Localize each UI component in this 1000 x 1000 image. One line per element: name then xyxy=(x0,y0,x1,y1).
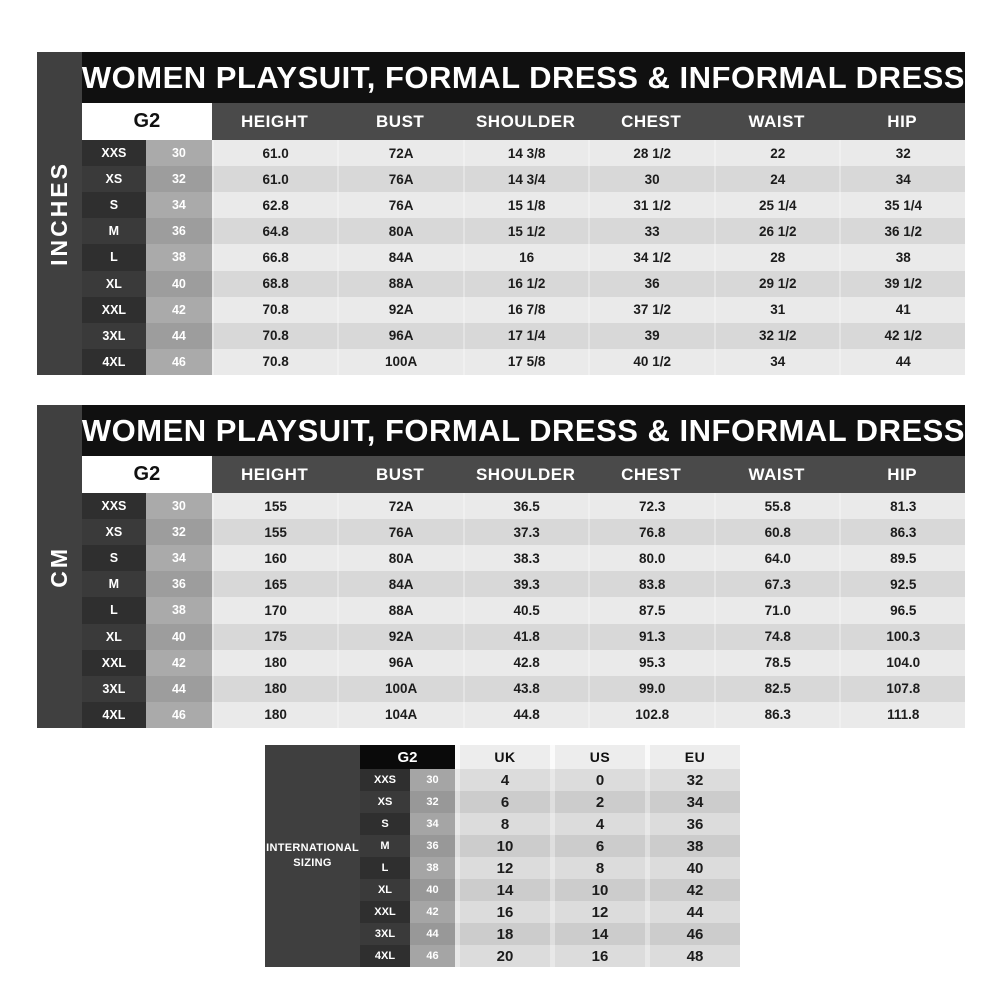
header-row xyxy=(82,456,965,493)
table-row-4xl xyxy=(360,945,740,967)
size-number: 44 xyxy=(146,676,212,702)
value-cell: 34 xyxy=(714,349,840,375)
table-row-4xl xyxy=(82,349,965,375)
value-cell: 83.8 xyxy=(588,571,714,597)
size-number: 42 xyxy=(410,901,455,923)
value-cell: 32 xyxy=(645,769,740,791)
value-cell: 29 1/2 xyxy=(714,271,840,297)
value-cell: 20 xyxy=(455,945,550,967)
value-cell: 34 xyxy=(645,791,740,813)
column-header-hip: HIP xyxy=(887,464,918,484)
table-row-3xl xyxy=(82,676,965,702)
value-cell: 82.5 xyxy=(714,676,840,702)
value-cell: 37.3 xyxy=(463,519,589,545)
value-cell: 107.8 xyxy=(839,676,965,702)
value-cell: 41 xyxy=(839,297,965,323)
value-cell: 87.5 xyxy=(588,597,714,623)
table-rows xyxy=(360,769,740,967)
size-label: 4XL xyxy=(82,702,146,728)
value-cell: 24 xyxy=(714,166,840,192)
value-cell: 165 xyxy=(212,571,338,597)
size-label: 4XL xyxy=(82,349,146,375)
value-cell: 16 xyxy=(463,244,589,270)
table-rows xyxy=(82,140,965,375)
value-cell: 35 1/4 xyxy=(839,192,965,218)
value-cell: 71.0 xyxy=(714,597,840,623)
value-cell: 34 xyxy=(839,166,965,192)
size-number: 40 xyxy=(410,879,455,901)
value-cell: 4 xyxy=(455,769,550,791)
table-row-l xyxy=(82,244,965,270)
value-cell: 43.8 xyxy=(463,676,589,702)
value-cell: 8 xyxy=(550,857,645,879)
table-row-4xl xyxy=(82,702,965,728)
value-cell: 74.8 xyxy=(714,624,840,650)
value-cell: 160 xyxy=(212,545,338,571)
header-row xyxy=(360,745,740,769)
value-cell: 81.3 xyxy=(839,493,965,519)
size-number: 32 xyxy=(146,519,212,545)
value-cell: 14 xyxy=(550,923,645,945)
value-cell: 91.3 xyxy=(588,624,714,650)
size-number: 36 xyxy=(410,835,455,857)
value-cell: 61.0 xyxy=(212,140,338,166)
size-table-international xyxy=(265,745,740,967)
value-cell: 39.3 xyxy=(463,571,589,597)
value-cell: 104A xyxy=(337,702,463,728)
value-cell: 180 xyxy=(212,702,338,728)
value-cell: 17 5/8 xyxy=(463,349,589,375)
column-header-waist: WAIST xyxy=(748,111,805,131)
column-header-uk: UK xyxy=(455,745,550,769)
value-cell: 64.8 xyxy=(212,218,338,244)
value-cell: 67.3 xyxy=(714,571,840,597)
value-cell: 44 xyxy=(839,349,965,375)
g2-label: G2 xyxy=(360,745,455,769)
value-cell: 12 xyxy=(455,857,550,879)
value-cell: 16 7/8 xyxy=(463,297,589,323)
value-cell: 60.8 xyxy=(714,519,840,545)
size-number: 42 xyxy=(146,650,212,676)
table-row-xxs xyxy=(82,140,965,166)
value-cell: 25 1/4 xyxy=(714,192,840,218)
value-cell: 38.3 xyxy=(463,545,589,571)
size-number: 42 xyxy=(146,297,212,323)
value-cell: 76A xyxy=(337,519,463,545)
value-cell: 10 xyxy=(550,879,645,901)
value-cell: 15 1/2 xyxy=(463,218,589,244)
column-header-waist: WAIST xyxy=(748,464,805,484)
size-label: 3XL xyxy=(82,323,146,349)
size-number: 44 xyxy=(146,323,212,349)
value-cell: 0 xyxy=(550,769,645,791)
value-cell: 36.5 xyxy=(463,493,589,519)
table-row-l xyxy=(360,857,740,879)
value-cell: 39 1/2 xyxy=(839,271,965,297)
value-cell: 96.5 xyxy=(839,597,965,623)
value-cell: 40 xyxy=(645,857,740,879)
size-label: S xyxy=(82,192,146,218)
size-number: 44 xyxy=(410,923,455,945)
value-cell: 16 xyxy=(550,945,645,967)
value-cell: 31 1/2 xyxy=(588,192,714,218)
value-cell: 6 xyxy=(455,791,550,813)
table-row-m xyxy=(82,571,965,597)
column-header-chest: CHEST xyxy=(621,464,682,484)
value-cell: 14 xyxy=(455,879,550,901)
value-cell: 33 xyxy=(588,218,714,244)
value-cell: 76A xyxy=(337,192,463,218)
size-label: XXS xyxy=(82,140,146,166)
value-cell: 16 1/2 xyxy=(463,271,589,297)
value-cell: 80A xyxy=(337,545,463,571)
table-row-3xl xyxy=(360,923,740,945)
column-header-height: HEIGHT xyxy=(241,464,309,484)
size-label: L xyxy=(360,857,410,879)
unit-label: CM xyxy=(45,545,72,588)
size-label: XXS xyxy=(82,493,146,519)
size-number: 34 xyxy=(146,192,212,218)
value-cell: 46 xyxy=(645,923,740,945)
unit-rail-cm xyxy=(37,405,82,728)
value-cell: 28 1/2 xyxy=(588,140,714,166)
column-header-height: HEIGHT xyxy=(241,111,309,131)
value-cell: 38 xyxy=(839,244,965,270)
value-cell: 31 xyxy=(714,297,840,323)
value-cell: 70.8 xyxy=(212,349,338,375)
value-cell: 6 xyxy=(550,835,645,857)
column-headers xyxy=(212,456,965,493)
size-label: 3XL xyxy=(82,676,146,702)
size-number: 32 xyxy=(146,166,212,192)
table-row-m xyxy=(82,218,965,244)
value-cell: 64.0 xyxy=(714,545,840,571)
column-header-us: US xyxy=(550,745,645,769)
size-label: M xyxy=(82,571,146,597)
value-cell: 92A xyxy=(337,297,463,323)
table-row-xs xyxy=(82,166,965,192)
value-cell: 100A xyxy=(337,676,463,702)
value-cell: 88A xyxy=(337,597,463,623)
value-cell: 42.8 xyxy=(463,650,589,676)
value-cell: 89.5 xyxy=(839,545,965,571)
value-cell: 96A xyxy=(337,650,463,676)
unit-rail-inches xyxy=(37,52,82,375)
table-main xyxy=(360,745,740,967)
table-row-xxl xyxy=(82,297,965,323)
value-cell: 61.0 xyxy=(212,166,338,192)
value-cell: 86.3 xyxy=(839,519,965,545)
size-number: 38 xyxy=(146,244,212,270)
value-cell: 8 xyxy=(455,813,550,835)
column-header-bust: BUST xyxy=(376,111,425,131)
size-number: 34 xyxy=(146,545,212,571)
value-cell: 95.3 xyxy=(588,650,714,676)
table-row-xxs xyxy=(82,493,965,519)
value-cell: 70.8 xyxy=(212,323,338,349)
table-row-m xyxy=(360,835,740,857)
value-cell: 155 xyxy=(212,519,338,545)
value-cell: 17 1/4 xyxy=(463,323,589,349)
value-cell: 36 xyxy=(645,813,740,835)
size-label: XL xyxy=(360,879,410,901)
value-cell: 34 1/2 xyxy=(588,244,714,270)
value-cell: 36 1/2 xyxy=(839,218,965,244)
value-cell: 76.8 xyxy=(588,519,714,545)
value-cell: 4 xyxy=(550,813,645,835)
size-number: 32 xyxy=(410,791,455,813)
value-cell: 100.3 xyxy=(839,624,965,650)
size-number: 46 xyxy=(410,945,455,967)
size-number: 46 xyxy=(146,702,212,728)
unit-label: INCHES xyxy=(45,161,72,266)
value-cell: 14 3/4 xyxy=(463,166,589,192)
size-label: S xyxy=(360,813,410,835)
column-header-shoulder: SHOULDER xyxy=(475,111,576,131)
header-row xyxy=(82,103,965,140)
size-label: XXL xyxy=(82,297,146,323)
value-cell: 180 xyxy=(212,676,338,702)
value-cell: 18 xyxy=(455,923,550,945)
value-cell: 36 xyxy=(588,271,714,297)
value-cell: 88A xyxy=(337,271,463,297)
value-cell: 80.0 xyxy=(588,545,714,571)
value-cell: 78.5 xyxy=(714,650,840,676)
table-row-xs xyxy=(360,791,740,813)
value-cell: 96A xyxy=(337,323,463,349)
size-number: 36 xyxy=(146,218,212,244)
table-row-xl xyxy=(360,879,740,901)
table-row-xxl xyxy=(82,650,965,676)
value-cell: 39 xyxy=(588,323,714,349)
table-row-xl xyxy=(82,624,965,650)
value-cell: 48 xyxy=(645,945,740,967)
value-cell: 68.8 xyxy=(212,271,338,297)
value-cell: 42 xyxy=(645,879,740,901)
size-number: 40 xyxy=(146,624,212,650)
table-main xyxy=(82,52,965,375)
table-title: WOMEN PLAYSUIT, FORMAL DRESS & INFORMAL DRESS xyxy=(82,52,965,103)
size-label: 4XL xyxy=(360,945,410,967)
column-header-eu: EU xyxy=(645,745,740,769)
table-row-s xyxy=(360,813,740,835)
value-cell: 100A xyxy=(337,349,463,375)
g2-label: G2 xyxy=(82,103,212,140)
value-cell: 32 xyxy=(839,140,965,166)
value-cell: 175 xyxy=(212,624,338,650)
table-row-xxs xyxy=(360,769,740,791)
value-cell: 14 3/8 xyxy=(463,140,589,166)
size-label: XS xyxy=(360,791,410,813)
value-cell: 86.3 xyxy=(714,702,840,728)
size-number: 30 xyxy=(410,769,455,791)
table-row-xl xyxy=(82,271,965,297)
international-sizing-label: INTERNATIONAL SIZING xyxy=(265,745,360,967)
value-cell: 92.5 xyxy=(839,571,965,597)
value-cell: 40 1/2 xyxy=(588,349,714,375)
size-label: M xyxy=(82,218,146,244)
size-number: 38 xyxy=(146,597,212,623)
table-row-xxl xyxy=(360,901,740,923)
table-row-s xyxy=(82,545,965,571)
value-cell: 44.8 xyxy=(463,702,589,728)
value-cell: 180 xyxy=(212,650,338,676)
column-header-hip: HIP xyxy=(887,111,918,131)
column-header-bust: BUST xyxy=(376,464,425,484)
value-cell: 80A xyxy=(337,218,463,244)
value-cell: 72A xyxy=(337,140,463,166)
size-label: XL xyxy=(82,271,146,297)
value-cell: 99.0 xyxy=(588,676,714,702)
size-label: XXL xyxy=(82,650,146,676)
value-cell: 84A xyxy=(337,571,463,597)
value-cell: 76A xyxy=(337,166,463,192)
value-cell: 40.5 xyxy=(463,597,589,623)
value-cell: 55.8 xyxy=(714,493,840,519)
value-cell: 10 xyxy=(455,835,550,857)
size-table-cm xyxy=(37,405,965,728)
size-label: L xyxy=(82,597,146,623)
value-cell: 104.0 xyxy=(839,650,965,676)
size-table-inches xyxy=(37,52,965,375)
column-header-shoulder: SHOULDER xyxy=(475,464,576,484)
table-main xyxy=(82,405,965,728)
value-cell: 38 xyxy=(645,835,740,857)
value-cell: 30 xyxy=(588,166,714,192)
value-cell: 111.8 xyxy=(839,702,965,728)
value-cell: 66.8 xyxy=(212,244,338,270)
size-number: 30 xyxy=(146,140,212,166)
size-label: XXS xyxy=(360,769,410,791)
value-cell: 72A xyxy=(337,493,463,519)
column-header-chest: CHEST xyxy=(621,111,682,131)
size-label: M xyxy=(360,835,410,857)
value-cell: 12 xyxy=(550,901,645,923)
value-cell: 84A xyxy=(337,244,463,270)
table-rows xyxy=(82,493,965,728)
g2-label: G2 xyxy=(82,456,212,493)
size-label: XXL xyxy=(360,901,410,923)
value-cell: 22 xyxy=(714,140,840,166)
value-cell: 170 xyxy=(212,597,338,623)
value-cell: 44 xyxy=(645,901,740,923)
size-label: XS xyxy=(82,519,146,545)
size-label: S xyxy=(82,545,146,571)
size-number: 36 xyxy=(146,571,212,597)
size-number: 38 xyxy=(410,857,455,879)
table-title: WOMEN PLAYSUIT, FORMAL DRESS & INFORMAL DRESS xyxy=(82,405,965,456)
value-cell: 37 1/2 xyxy=(588,297,714,323)
value-cell: 92A xyxy=(337,624,463,650)
value-cell: 32 1/2 xyxy=(714,323,840,349)
value-cell: 155 xyxy=(212,493,338,519)
value-cell: 70.8 xyxy=(212,297,338,323)
size-label: L xyxy=(82,244,146,270)
value-cell: 15 1/8 xyxy=(463,192,589,218)
table-row-xs xyxy=(82,519,965,545)
size-number: 40 xyxy=(146,271,212,297)
value-cell: 72.3 xyxy=(588,493,714,519)
size-number: 30 xyxy=(146,493,212,519)
table-row-3xl xyxy=(82,323,965,349)
table-row-l xyxy=(82,597,965,623)
value-cell: 41.8 xyxy=(463,624,589,650)
table-row-s xyxy=(82,192,965,218)
size-label: XS xyxy=(82,166,146,192)
column-headers xyxy=(212,103,965,140)
value-cell: 42 1/2 xyxy=(839,323,965,349)
value-cell: 26 1/2 xyxy=(714,218,840,244)
value-cell: 102.8 xyxy=(588,702,714,728)
column-headers xyxy=(455,745,740,769)
value-cell: 62.8 xyxy=(212,192,338,218)
size-label: 3XL xyxy=(360,923,410,945)
value-cell: 16 xyxy=(455,901,550,923)
size-label: XL xyxy=(82,624,146,650)
value-cell: 28 xyxy=(714,244,840,270)
value-cell: 2 xyxy=(550,791,645,813)
size-number: 34 xyxy=(410,813,455,835)
size-number: 46 xyxy=(146,349,212,375)
